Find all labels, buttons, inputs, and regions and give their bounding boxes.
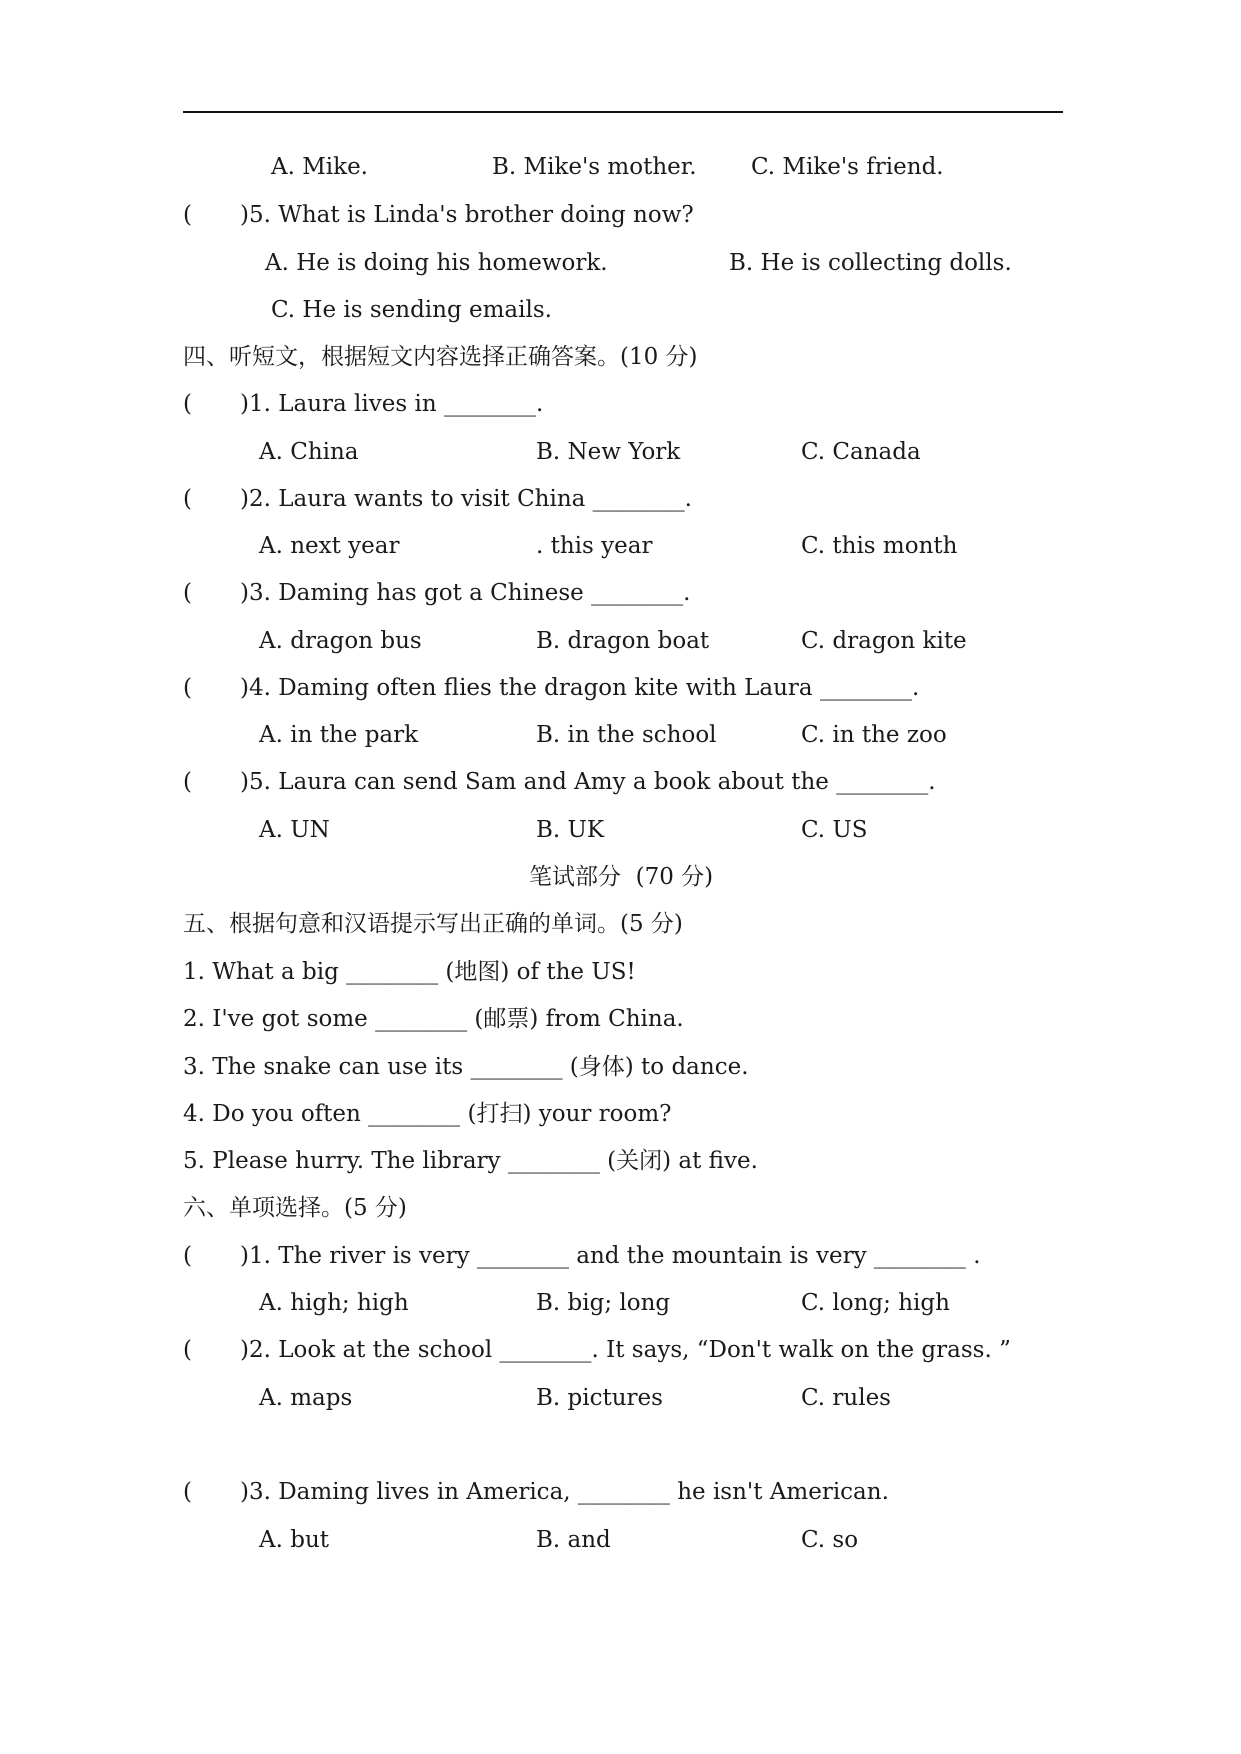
- answer-paren: (: [183, 391, 192, 417]
- section4-q1: )1. Laura lives in ________.: [240, 391, 544, 417]
- section4-q2: )2. Laura wants to visit China ________.: [240, 486, 692, 512]
- section4-q2-option-b: . this year: [536, 533, 653, 559]
- section4-title: 四、听短文，根据短文内容选择正确答案。(10 分): [183, 344, 698, 370]
- prev-q5-option-c: C. He is sending emails.: [271, 297, 552, 323]
- section4-q5-option-c: C. US: [801, 817, 868, 843]
- section6-q3-option-c: C. so: [801, 1527, 859, 1553]
- section4-q1-option-c: C. Canada: [801, 439, 921, 465]
- answer-paren: (: [183, 1243, 192, 1269]
- answer-paren: (: [183, 486, 192, 512]
- section6-title: 六、单项选择。(5 分): [183, 1195, 407, 1221]
- section4-q5: )5. Laura can send Sam and Amy a book about the ________.: [240, 769, 936, 795]
- section6-q2-option-a: A. maps: [259, 1385, 353, 1411]
- section4-q1-option-a: A. China: [259, 439, 359, 465]
- section4-q4-option-a: A. in the park: [259, 722, 419, 748]
- section6-q3-option-b: B. and: [536, 1527, 611, 1553]
- section6-q2-option-b: B. pictures: [536, 1385, 663, 1411]
- section5-item-2: 2. I've got some ________ (邮票) from China.: [183, 1006, 684, 1032]
- answer-paren: (: [183, 769, 192, 795]
- section5-title: 五、根据句意和汉语提示写出正确的单词。(5 分): [183, 911, 683, 937]
- section4-q5-option-b: B. UK: [536, 817, 605, 843]
- section6-q2-option-c: C. rules: [801, 1385, 891, 1411]
- answer-paren: (: [183, 1337, 192, 1363]
- prev-q4-option-b: B. Mike's mother.: [492, 154, 697, 180]
- section5-item-5: 5. Please hurry. The library ________ (关闭) at five.: [183, 1148, 758, 1174]
- section4-q4-option-b: B. in the school: [536, 722, 717, 748]
- section6-q1-option-c: C. long; high: [801, 1290, 950, 1316]
- prev-q4-option-c: C. Mike's friend.: [751, 154, 944, 180]
- section4-q3-option-b: B. dragon boat: [536, 628, 710, 654]
- section4-q1-option-b: B. New York: [536, 439, 681, 465]
- header-rule: [183, 111, 1063, 113]
- answer-paren: (: [183, 202, 192, 228]
- prev-q4-option-a: A. Mike.: [271, 154, 368, 180]
- section5-item-1: 1. What a big ________ (地图) of the US!: [183, 959, 636, 985]
- section5-item-4: 4. Do you often ________ (打扫) your room?: [183, 1101, 672, 1127]
- prev-q5-option-a: A. He is doing his homework.: [265, 250, 608, 276]
- section5-item-3: 3. The snake can use its ________ (身体) to dance.: [183, 1054, 749, 1080]
- section4-q3-option-c: C. dragon kite: [801, 628, 967, 654]
- written-part-heading: 笔试部分 (70 分): [529, 864, 714, 890]
- section6-q1-option-b: B. big; long: [536, 1290, 671, 1316]
- section6-q1-option-a: A. high; high: [259, 1290, 409, 1316]
- section4-q2-option-a: A. next year: [259, 533, 400, 559]
- answer-paren: (: [183, 675, 192, 701]
- answer-paren: (: [183, 1479, 192, 1505]
- section4-q2-option-c: C. this month: [801, 533, 958, 559]
- prev-q5-option-b: B. He is collecting dolls.: [729, 250, 1012, 276]
- prev-q5-question: )5. What is Linda's brother doing now?: [240, 202, 694, 228]
- section4-q4-option-c: C. in the zoo: [801, 722, 947, 748]
- section4-q3-option-a: A. dragon bus: [259, 628, 422, 654]
- section6-q2: )2. Look at the school ________. It says, “Don't walk on the grass. ”: [240, 1337, 1011, 1363]
- section4-q5-option-a: A. UN: [259, 817, 330, 843]
- answer-paren: (: [183, 580, 192, 606]
- section6-q1: )1. The river is very ________ and the mountain is very ________ .: [240, 1243, 981, 1269]
- section6-q3-option-a: A. but: [259, 1527, 330, 1553]
- section6-q3: )3. Daming lives in America, ________ he isn't American.: [240, 1479, 889, 1505]
- section4-q4: )4. Daming often flies the dragon kite with Laura ________.: [240, 675, 920, 701]
- section4-q3: )3. Daming has got a Chinese ________.: [240, 580, 691, 606]
